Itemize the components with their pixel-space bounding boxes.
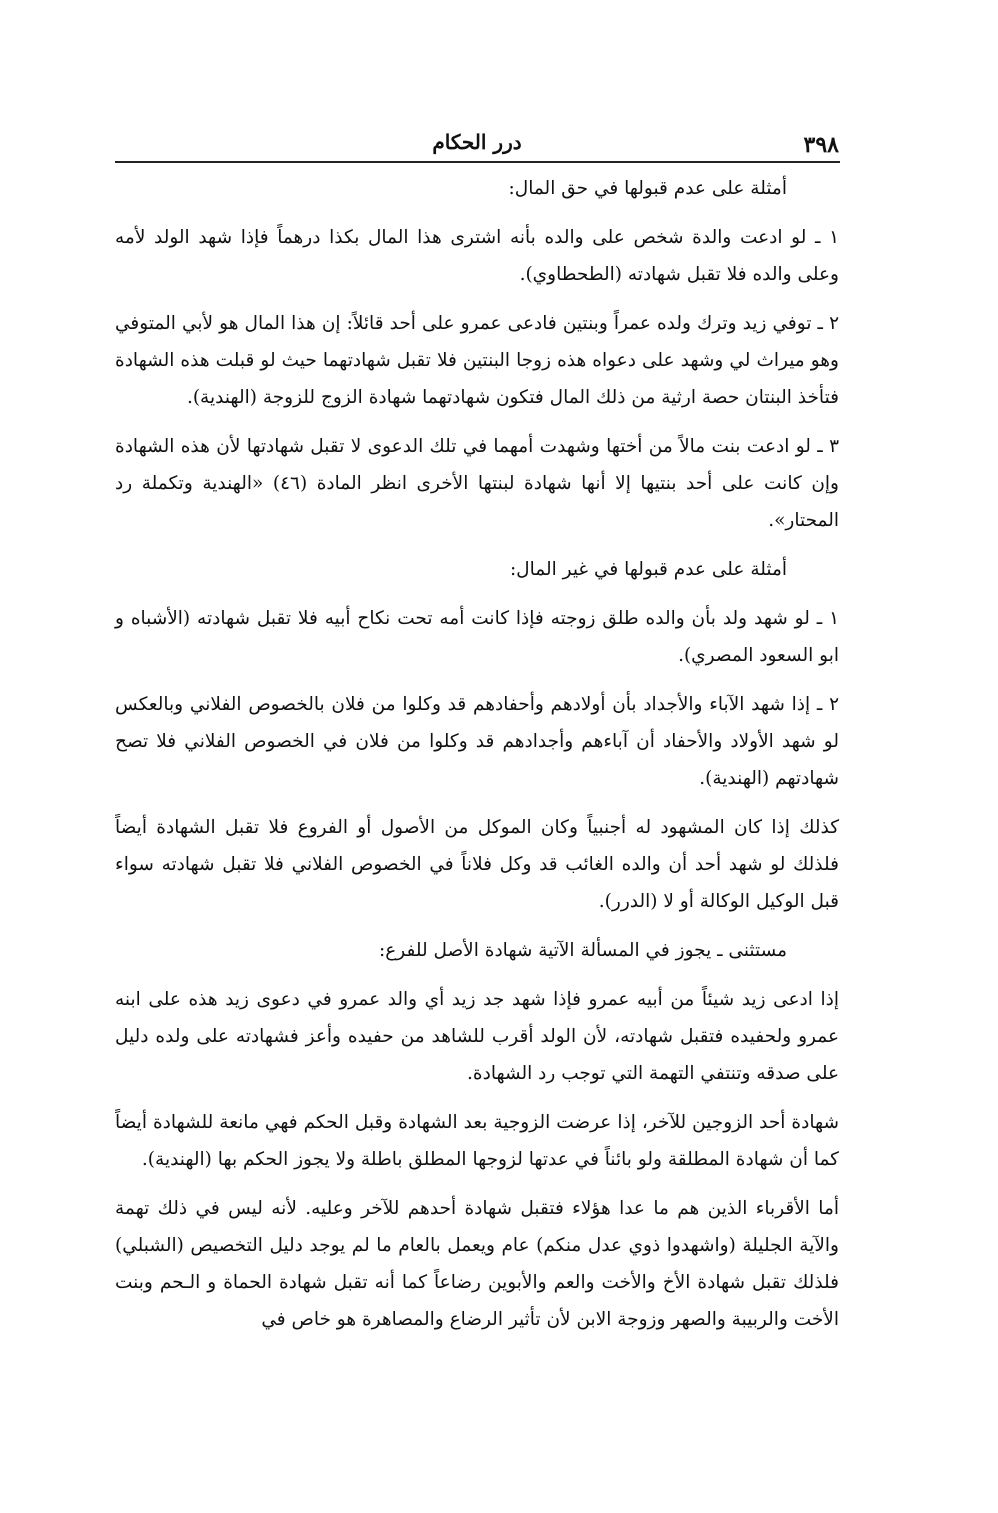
body-text (115, 170, 839, 1350)
section-heading-exception: مستثنى ـ يجوز في المسألة الآتية شهادة الأصل للفرع: (378, 940, 787, 961)
header-rule (115, 161, 840, 163)
paragraph: ٢ ـ توفي زيد وترك ولده عمراً وبنتين فادعى عمرو على أحد قائلاً: إن هذا المال هو لأبي المتوفي وهو ميراث لي وشهد على دعواه هذه زوجا البنتين فلا تقبل شهادتهما حيث لو قبلت هذه الشهادة فتأخذ البنتان حصة ارثية من ذلك المال فتكون شهادتهما شهادة الزوج للزوجة (الهندية). (115, 313, 839, 408)
section-heading-non-money: أمثلة على عدم قبولها في غير المال: (509, 559, 787, 580)
paragraph: أما الأقرباء الذين هم ما عدا هؤلاء فتقبل شهادة أحدهم للآخر وعليه. لأنه ليس في ذلك تهمة والآية الجليلة (واشهدوا ذوي عدل منكم) عام ويعمل بالعام ما لم يوجد دليل التخصيص (الشبلي) فلذلك تقبل شهادة الأخ والأخت والعم والأبوين رضاعاً كما أنه تقبل شهادة الحماة و الـحم وبنت الأخت والربيبة والصهر وزوجة الابن لأن تأثير الرضاع والمصاهرة هو خاص في (115, 1198, 839, 1330)
paragraph: ٣ ـ لو ادعت بنت مالاً من أختها وشهدت أمهما في تلك الدعوى لا تقبل شهادتها لأن هذه الشهادة وإن كانت على أحد بنتيها إلا أنها شهادة لبنتها الأخرى انظر المادة (٤٦) «الهندية وتكملة رد المحتار». (115, 436, 839, 531)
paragraph: ١ ـ لو ادعت والدة شخص على والده بأنه اشترى هذا المال بكذا درهماً فإذا شهد الولد لأمه وعلى والده فلا تقبل شهادته (الطحطاوي). (115, 227, 839, 285)
paragraph: شهادة أحد الزوجين للآخر، إذا عرضت الزوجية بعد الشهادة وقبل الحكم فهي مانعة للشهادة أيضاً كما أن شهادة المطلقة ولو بائناً في عدتها لزوجها المطلق باطلة ولا يجوز الحكم بها (الهندية). (115, 1112, 839, 1170)
page-header (115, 128, 839, 162)
running-title: درر الحكام (432, 130, 522, 154)
paragraph: ٢ ـ إذا شهد الآباء والأجداد بأن أولادهم وأحفادهم قد وكلوا من فلان بالخصوص الفلاني وبالعكس لو شهد الأولاد والأحفاد أن آباءهم وأجدادهم قد وكلوا من فلان في الخصوص الفلاني فلا تصح شهادتهم (الهندية). (115, 694, 839, 789)
page-number: ٣٩٨ (803, 132, 839, 158)
section-heading-money: أمثلة على عدم قبولها في حق المال: (508, 178, 787, 199)
paragraph: إذا ادعى زيد شيئاً من أبيه عمرو فإذا شهد جد زيد أي والد عمرو في دعوى زيد هذه على ابنه عمرو ولحفيده فتقبل شهادته، لأن الولد أقرب للشاهد من حفيده وأعز فشهادته على ولده دليل على صدقه وتنتفي التهمة التي توجب رد الشهادة. (115, 989, 839, 1084)
paragraph: كذلك إذا كان المشهود له أجنبياً وكان الموكل من الأصول أو الفروع فلا تقبل الشهادة أيضاً فلذلك لو شهد أحد أن والده الغائب قد وكل فلاناً في الخصوص الفلاني فلا تقبل شهادته سواء قبل الوكيل الوكالة أو لا (الدرر). (115, 817, 839, 912)
paragraph: ١ ـ لو شهد ولد بأن والده طلق زوجته فإذا كانت أمه تحت نكاح أبيه فلا تقبل شهادته (الأشباه و ابو السعود المصري). (115, 608, 839, 666)
